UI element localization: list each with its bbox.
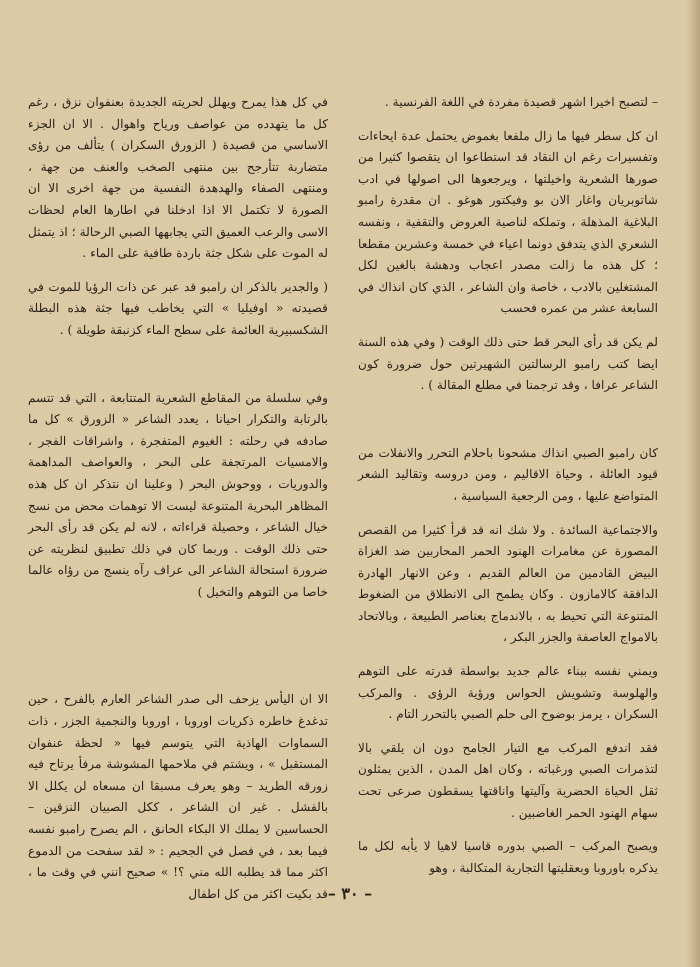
- left-text-column: [28, 92, 328, 917]
- paragraph: فقد اندفع المركب مع التيار الجامح دون ان يلقي بالا لتذمرات الصبي ورغباته ، وكان اهل المدن ، الذين يمثلون ثقل الحياة الحضرية وآليتها واناقتها يسقطون صرعى تحت سهام الهنود الحمر الغاضبين .: [358, 740, 658, 820]
- paragraph: ان كل سطر فيها ما زال ملفعا بغموض يحتمل عدة ايحاءات وتفسيرات رغم ان النقاد قد استطاعوا ان يتقصوا كثيرا من صورها الشعرية واخيلتها ، ويرجعوها الى اصولها في ادب شاتوبريان واغار الان بو وفيكتور هوغو . ان مقدرة رامبو البلاغية المذهلة ، وتملكه لناصية العروض والتقفية ، ونفسه الشعري الذي يتدفق دونما اعياء في خمسة وعشرين مقطعا ؛ كل هذه ما زالت مصدر اعجاب ودهشة بالغين لكل المشتغلين بالادب ، خاصة وان الشاعر ، الذي كان انذاك في السابعة عشر من عمره فحسب: [358, 128, 658, 316]
- paragraph: في كل هذا يمرح ويهلل لحريته الجديدة بعنفوان نزق ، رغم كل ما يتهدده من عواصف ورياح واهوال . الا ان الجزء الاساسي من قصيدة ( الزورق السكران ) يتألف من رؤى متضاربة تتأرجح بين منتهى الصخب والعنف من جهة ، ومنتهى الصفاء والهدهدة النفسية من جهة اخرى الا ان الصورة لا تكتمل الا اذا ادخلنا في اطارها العام لحظات الاسى والرعب العميق التي يجابهها الصبي الرحالة ؛ اذ يتمثل له الموت على شكل جثة باردة طافية على الماء .: [28, 95, 328, 261]
- paragraph: الا ان اليأس يزحف الى صدر الشاعر العارم بالفرح ، حين تدغدغ خاطره ذكريات اوروبا ، اوروبا والنجمية الجزر ، ذات السماوات الهاذية التي يتوسم فيها « لحظة عنفوان المستقبل » ، ويشتم في ملاحمها المشوشة مرفأ يرتاح فيه زورقه الطريد – وهو يعرف مسبقا ان مسعاه لن يكلل الا بالفشل . غير ان الشاعر ، ككل الصبيان النزقين – الحساسين لا يملك الا البكاء الحانق ، الم يصرح رامبو نفسه فيما بعد ، في فصل في الجحيم : « لقد سفحت من الدموع اكثر مما قد يطلبه الله مني ؟! » صحيح انني في وقت ما ، قد بكيت اكثر من كل اطفال: [28, 692, 328, 901]
- paragraph: كان رامبو الصبي انذاك مشحونا باحلام التحرر والانفلات من قيود العائلة ، وحياة الاقاليم ، ومن دروسه وتقاليد الشعر المتواضع عليها ، ومن الرجعية السياسية ،: [358, 445, 658, 503]
- page-number: – ٣٠ –: [327, 884, 373, 903]
- paragraph: ( والجدير بالذكر ان رامبو قد عبر عن ذات الرؤيا للموت في قصيدته « اوفيليا » التي يخاطب فيها جثة هذه البطلة الشكسبيرية العائمة على سطح الماء كزنبقة طويلة ) .: [28, 279, 328, 337]
- paragraph: وفي سلسلة من المقاطع الشعرية المتتابعة ، التي قد تتسم بالرتابة والتكرار احيانا ، يعدد الشاعر « الزورق » كل ما صادفه في رحلته : الغيوم المتفجرة ، واشراقات الفجر ، والامسيات المرتجفة على البحر ، والعواصف المداهمة والدوريات ، ووحوش البحر ( وعلينا ان نتذكر ان كل هذه المظاهر البحرية المتنوعة ليست الا توهمات محض من نسج خيال الشاعر ، وحصيلة قراءاته ، لانه لم يكن قد رأى البحر حتى ذلك الوقت . وربما كان في ذلك تطبيق لنظريته عن ضرورة استحالة الشاعر الى عراف رآه ينسج من رؤاه عالما خاصا من التوهم والتخيل ): [28, 390, 328, 599]
- paragraph: ويصبح المركب – الصبي بدوره قاسيا لاهيا لا يأبه لكل ما يذكره باوروبا وبعقليتها التجارية المتكالبة ، وهو: [358, 839, 658, 875]
- paragraph: لم يكن قد رأى البحر قط حتى ذلك الوقت ( وفي هذه السنة ايضا كتب رامبو الرسالتين الشهيرتين حول ضرورة كون الشاعر عرافا ، وقد ترجمنا في مطلع المقالة ) .: [358, 334, 658, 393]
- paragraph: – لتصبح اخيرا اشهر قصيدة مفردة في اللغة الفرنسية .: [384, 95, 658, 109]
- paragraph: ويمني نفسه ببناء عالم جديد بواسطة قدرته على التوهم والهلوسة وتشويش الحواس ورؤية الرؤى . والمركب السكران ، يرمز بوضوح الى حلم الصبي بالتحرر التام .: [358, 664, 658, 722]
- paragraph: والاجتماعية السائدة . ولا شك انه قد قرأ كثيرا من القصص المصورة عن مغامرات الهنود الحمر المحاربين ضد الغزاة البيض القادمين من العالم القديم ، وعن الانهار الهادرة الدافقة كالامازون . وكان يطمح الى الانطلاق من الضغوط المتنوعة التي تحيط به ، بالاندماج بعناصر الطبيعة ، وبالاتحاد بالامواج العاصفة والجزر البكر ،: [358, 522, 658, 645]
- right-text-column: [358, 92, 658, 891]
